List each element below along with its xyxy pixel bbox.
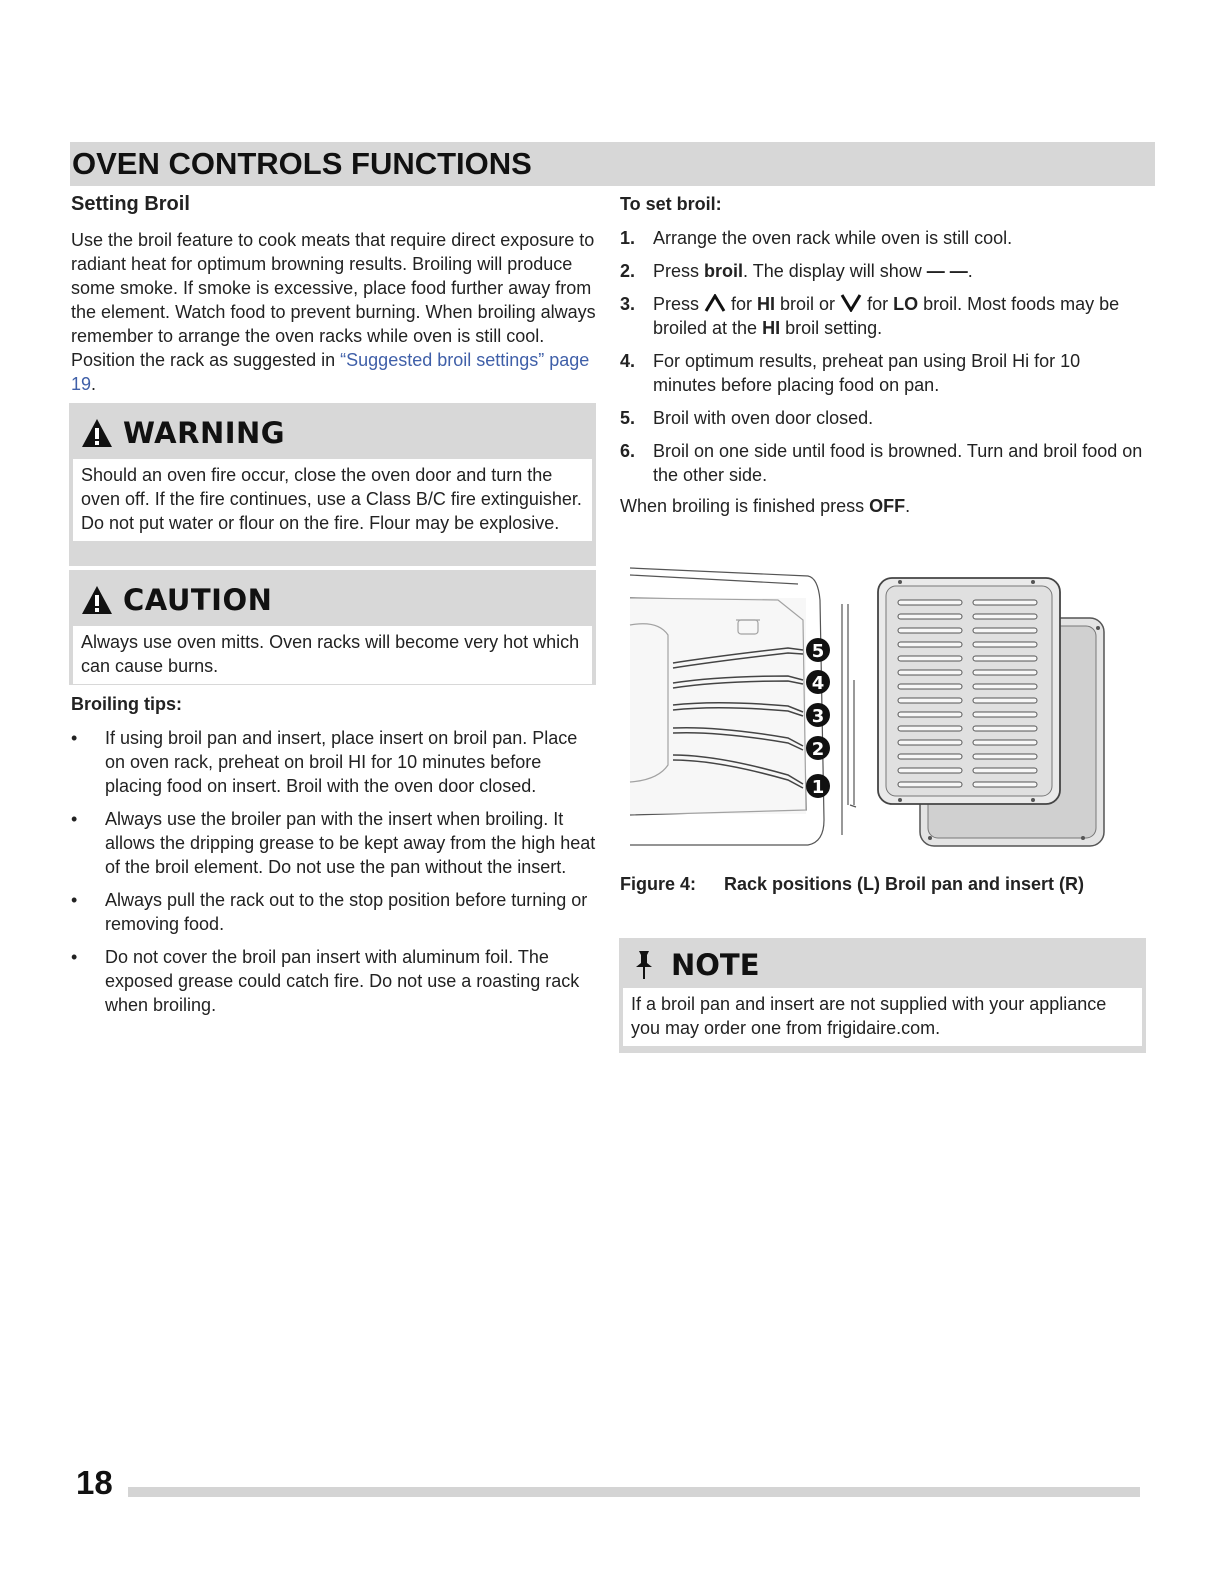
figure-caption [620, 872, 1084, 896]
step-text: Broil on one side until food is browned. Turn and broil food on the other side. [653, 441, 1143, 485]
step-text: For optimum results, preheat pan using Broil Hi for 10 minutes before placing food on pan. [653, 351, 1081, 395]
finish-end: . [905, 496, 911, 516]
insert-slot [973, 754, 1037, 759]
step-text: . [967, 261, 973, 281]
note-box [619, 938, 1146, 1053]
list-item [620, 259, 1145, 283]
step-text: Press [653, 261, 705, 281]
bullet-icon: • [71, 728, 78, 748]
figure-caption-text: Rack positions (L) Broil pan and insert (R) [724, 874, 1085, 894]
section-header-bar [70, 142, 1155, 186]
step-number: 2. [620, 261, 636, 281]
down-arrow-icon [840, 294, 862, 312]
caution-triangle-icon [81, 584, 113, 616]
finish-text: When broiling is finished press [620, 496, 870, 516]
insert-slot [973, 614, 1037, 619]
right-column [620, 192, 1145, 518]
step-number: 3. [620, 294, 636, 314]
insert-slot [973, 726, 1037, 731]
caution-box [69, 570, 596, 685]
list-item [71, 726, 596, 798]
suggested-broil-settings-link[interactable]: “Suggested broil settings” page 19 [71, 350, 590, 394]
list-item [620, 406, 1145, 430]
intro-paragraph [71, 228, 596, 396]
tip-text: If using broil pan and insert, place insert on broil pan. Place on oven rack, preheat on broil HI for 10 minutes before placing food on insert. Broil with the oven door closed. [105, 728, 578, 796]
note-header [623, 942, 1142, 988]
bullet-icon: • [71, 890, 78, 910]
tip-text: Do not cover the broil pan insert with aluminum foil. The exposed grease could catch fire. Do not use a roasting rack when broiling. [105, 947, 580, 1015]
insert-slot [898, 642, 962, 647]
insert-slot [973, 768, 1037, 773]
insert-slot [898, 670, 962, 675]
finish-paragraph [620, 494, 1145, 518]
list-item [71, 945, 596, 1017]
rack-number-2: 2 [811, 739, 825, 760]
insert-slot [898, 698, 962, 703]
insert-slot [973, 684, 1037, 689]
caution-text: Always use oven mitts. Oven racks will become very hot which can cause burns. [73, 626, 592, 684]
insert-slot [898, 726, 962, 731]
step-text: broil. Most foods may be broiled at the [653, 294, 1120, 338]
rack-number-1: 1 [811, 777, 825, 798]
broiling-tips-list [71, 726, 596, 1017]
insert-slot [898, 768, 962, 773]
to-set-broil-heading: To set broil: [620, 194, 722, 214]
insert-slot [973, 642, 1037, 647]
up-arrow-icon [704, 294, 726, 312]
hi-label: HI [757, 294, 776, 314]
insert-slot [973, 740, 1037, 745]
warning-text: Should an oven fire occur, close the oven door and turn the oven off. If the fire continues, use a Class B/C fire extinguisher. Do not put water or flour on the fire. Flour may be explosive. [73, 459, 592, 541]
insert-slot [898, 600, 962, 605]
intro-text: Use the broil feature to cook meats that require direct exposure to radiant heat for optimum browning results. Broiling will produce some smoke. If smoke is excessive, place food further away from the element. Watch food to prevent burning. When broiling always remember to arrange the oven racks while oven is still cool. Position the rack as suggested in [71, 230, 596, 370]
step-text: . The display will show [743, 261, 927, 281]
intro-end: . [91, 374, 97, 394]
step-text: broil setting. [780, 318, 883, 338]
lo-label: LO [893, 294, 919, 314]
left-column [71, 192, 596, 396]
display-dashes: — — [926, 261, 968, 281]
rack-and-pan-figure [628, 560, 1108, 850]
step-text: Arrange the oven rack while oven is still cool. [653, 228, 1013, 248]
insert-slot [973, 600, 1037, 605]
insert-slot [973, 698, 1037, 703]
warning-label: WARNING [123, 416, 286, 450]
off-key-label: OFF [869, 496, 906, 516]
insert-slot [973, 628, 1037, 633]
step-text: for [726, 294, 758, 314]
step-number: 6. [620, 441, 636, 461]
figure-label: Figure 4: [620, 874, 697, 894]
page-number: 18 [76, 1464, 113, 1501]
rack-number-4: 4 [811, 673, 825, 694]
insert-slot [973, 782, 1037, 787]
bullet-icon: • [71, 947, 78, 967]
hi-label: HI [762, 318, 781, 338]
insert-slot [898, 684, 962, 689]
insert-slot [898, 614, 962, 619]
insert-slot [898, 628, 962, 633]
warning-header [73, 407, 592, 459]
insert-slot [898, 740, 962, 745]
insert-slot [973, 656, 1037, 661]
step-number: 1. [620, 228, 636, 248]
pushpin-icon [631, 949, 657, 981]
list-item [620, 349, 1145, 397]
caution-label: CAUTION [123, 583, 273, 617]
note-text: If a broil pan and insert are not supplied with your appliance you may order one from frigidaire.com. [623, 988, 1142, 1046]
list-item [71, 888, 596, 936]
rack-number-5: 5 [811, 641, 825, 662]
insert-slot [898, 656, 962, 661]
oven-illustration [628, 560, 1108, 850]
warning-box [69, 403, 596, 566]
step-text: broil or [775, 294, 841, 314]
list-item [620, 226, 1145, 250]
step-text: for [862, 294, 894, 314]
rack-number-3: 3 [811, 706, 825, 727]
insert-slot [898, 712, 962, 717]
step-number: 5. [620, 408, 636, 428]
broiling-tips-heading: Broiling tips: [71, 694, 182, 714]
page-title: OVEN CONTROLS FUNCTIONS [72, 146, 532, 181]
step-text: Press [653, 294, 705, 314]
step-text: Broil with oven door closed. [653, 408, 874, 428]
footer-rule [128, 1487, 1140, 1497]
tip-text: Always pull the rack out to the stop position before turning or removing food. [105, 890, 588, 934]
rack-number-badges [806, 638, 830, 798]
insert-slot [898, 782, 962, 787]
warning-triangle-icon [81, 417, 113, 449]
tip-text: Always use the broiler pan with the insert when broiling. It allows the dripping grease to be kept away from the high heat of the broil element. Do not use the pan without the insert. [105, 809, 596, 877]
broiling-tips-section [71, 692, 596, 1026]
insert-slot [973, 670, 1037, 675]
step-number: 4. [620, 351, 636, 371]
setting-broil-heading: Setting Broil [71, 193, 190, 215]
broil-key-label: broil [704, 261, 744, 281]
broil-steps-list [620, 226, 1145, 487]
insert-slot [898, 754, 962, 759]
list-item [620, 439, 1145, 487]
bullet-icon: • [71, 809, 78, 829]
list-item [620, 292, 1145, 340]
caution-header [73, 574, 592, 626]
note-label: NOTE [671, 948, 760, 982]
list-item [71, 807, 596, 879]
insert-slot [973, 712, 1037, 717]
